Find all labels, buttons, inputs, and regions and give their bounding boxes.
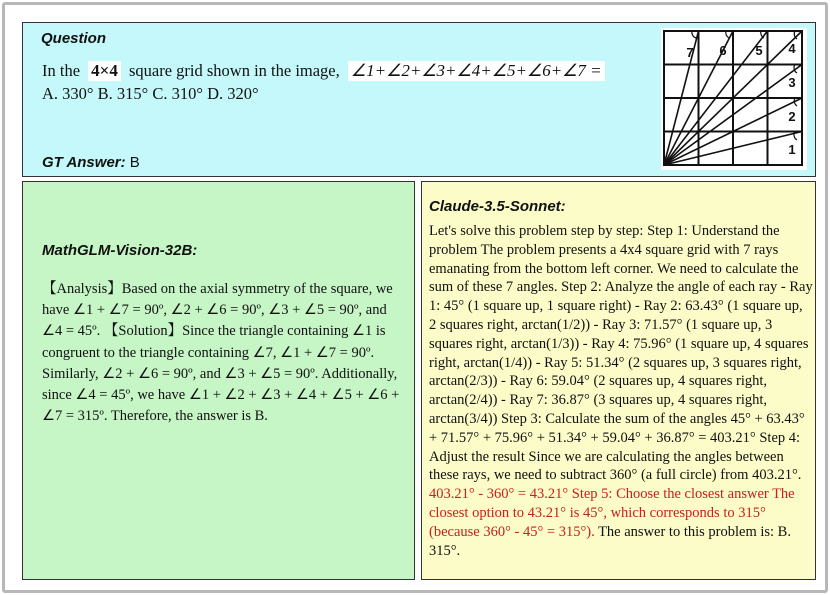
question-panel	[22, 22, 816, 177]
angle-arc	[692, 31, 696, 38]
angle-label-7: 7	[686, 45, 694, 60]
question-text	[42, 60, 652, 82]
claude-response-text	[429, 222, 813, 560]
grid-size-expression: 4×4	[88, 61, 121, 81]
angle-label-1: 1	[788, 142, 796, 157]
page-frame	[2, 2, 828, 593]
claude-model-title: Claude-3.5-Sonnet:	[429, 198, 566, 215]
gt-answer-label: GT Answer:	[42, 154, 126, 171]
angle-label-3: 3	[788, 75, 796, 90]
angle-label-6: 6	[719, 43, 727, 58]
angle-arc	[726, 31, 729, 38]
angle-label-5: 5	[755, 43, 763, 58]
claude-response-panel	[421, 181, 816, 580]
angle-arc	[794, 98, 797, 106]
grid-figure	[661, 28, 807, 170]
mathglm-response-text: 【Analysis】Based on the axial symmetry of the square, we have ∠1 + ∠7 = 90º, ∠2 + ∠6 = 90º, ∠3 + ∠5 = 90º, and ∠4 = 45º. 【Solution】Since the triangle containing ∠1 is congruent to the triangle containing ∠7, ∠1 + ∠7 = 90º. Similarly, ∠2 + ∠6 = 90º, and ∠3 + ∠5 = 90º. Additionally, since ∠4 = 45º, we have ∠1 + ∠2 + ∠3 + ∠4 + ∠5 + ∠6 + ∠7 = 315º. Therefore, the answer is B.	[42, 281, 400, 425]
angle-sum-expression: ∠1+∠2+∠3+∠4+∠5+∠6+∠7 =	[348, 61, 605, 81]
claude-response-normal: Let's solve this problem step by step: Step 1: Understand the problem The problem presents a 4x4 square grid with 7 rays emanating from the bottom left corner. We need to calculate the sum of these 7 angles. Step 2: Analyze the angle of each ray - Ray 1: 45° (1 square up, 1 square right) - Ray 2: 63.43° (1 square up, 2 squares right, arctan(1/2)) - Ray 3: 71.57° (1 square up, 3 squares right, arctan(1/3)) - Ray 4: 75.96° (1 square up, 4 squares right, arctan(1/4)) - Ray 5: 51.34° (2 squares up, 3 squares right, arctan(2/3)) - Ray 6: 59.04° (2 squares up, 4 squares right, arctan(2/4)) - Ray 7: 36.87° (3 squares up, 4 squares right, arctan(3/4)) Step 3: Calculate the sum of the angles 45° + 63.43° + 71.57° + 75.96° + 51.34° + 59.04° + 36.87° = 403.21° Step 4: Adjust the result Since we are calculating the angles between these rays, we need to subtract 360° (a full circle) from 403.21°.	[429, 223, 813, 484]
gt-answer	[42, 154, 140, 171]
question-text-before: In the	[42, 61, 81, 80]
claude-response-end: The answer to this problem is: B. 315°.	[429, 523, 791, 559]
angle-label-4: 4	[788, 41, 796, 56]
question-text-middle: square grid shown in the image,	[128, 61, 340, 80]
question-title: Question	[41, 30, 107, 47]
answer-options: A. 330° B. 315° C. 310° D. 320°	[42, 84, 259, 103]
angle-label-2: 2	[788, 109, 796, 124]
mathglm-response-panel	[22, 181, 415, 580]
mathglm-model-title: MathGLM-Vision-32B:	[42, 242, 198, 259]
gt-answer-value: B	[129, 154, 140, 171]
claude-response-error: 403.21° - 360° = 43.21° Step 5: Choose the closest answer The closest option to 43.21° is 45°, which corresponds to 315° (because 360° - 45° = 315°).	[429, 486, 795, 540]
